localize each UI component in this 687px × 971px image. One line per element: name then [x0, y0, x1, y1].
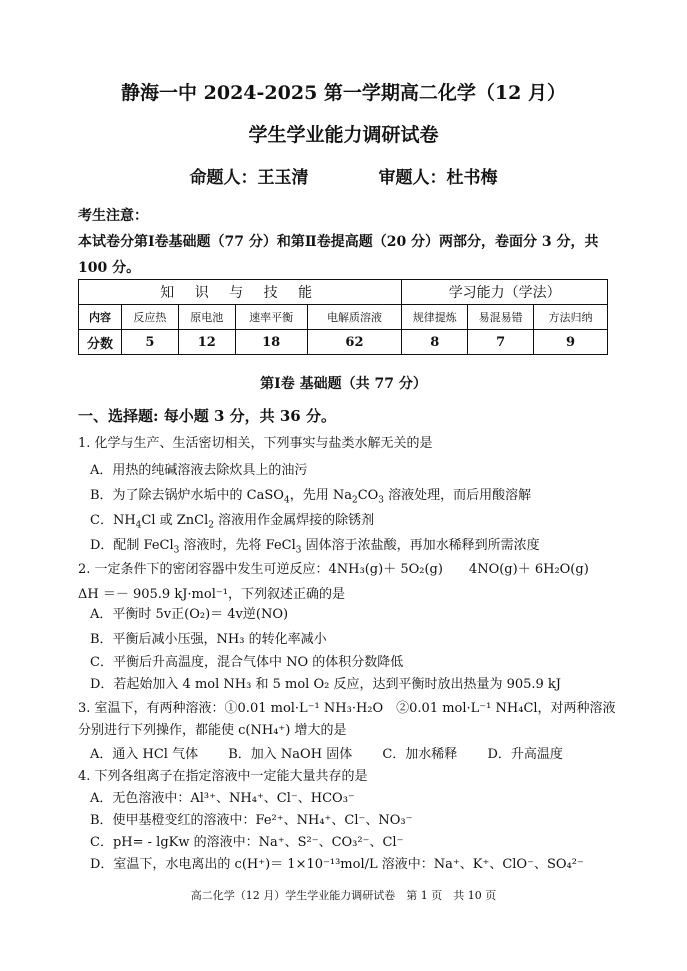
col-name: 电解质溶液: [307, 305, 402, 330]
group-knowledge: 知 识 与 技 能: [79, 280, 402, 305]
q1-d-part: 固体溶于浓盐酸，再加水稀释到所需浓度: [301, 538, 540, 553]
col-name: 方法归纳: [534, 305, 608, 330]
col-score: 8: [402, 330, 468, 355]
col-name: 反应热: [121, 305, 178, 330]
q1-b-part: 溶液处理，而后用酸溶解: [384, 488, 532, 503]
row-label-content: 内容: [79, 305, 122, 330]
q4-option-b: B．使甲基橙变红的溶液中：Fe²⁺、NH₄⁺、Cl⁻、NO₃⁻: [90, 813, 413, 828]
q1-option-a: A．用热的纯碱溶液去除炊具上的油污: [90, 463, 308, 478]
q2-option-d: D．若起始加入 4 mol NH₃ 和 5 mol O₂ 反应，达到平衡时放出热量为 905.9 kJ: [90, 677, 562, 692]
exam-authors: [0, 163, 687, 188]
notice-heading: 考生注意：: [78, 208, 148, 224]
q2-stem: 2. 一定条件下的密闭容器中发生可逆反应：4NH₃(g)＋ 5O₂(g) 4NO(g)＋ 6H₂O(g): [78, 562, 589, 577]
q1-b-part: B．为了除去锅炉水垢中的 CaSO: [90, 488, 284, 503]
q1-c-part: Cl 或 ZnCl: [141, 513, 209, 528]
exam-title: 静海一中 2024-2025 第一学期高二化学（12 月）: [121, 82, 566, 104]
q3-stem: 3. 室温下，有两种溶液：①0.01 mol·L⁻¹ NH₃·H₂O ②0.01 mol·L⁻¹ NH₄Cl，对两种溶液: [78, 701, 616, 716]
q1-c-part: 溶液用作金属焊接的除锈剂: [214, 513, 375, 528]
group-ability: 学习能力（学法）: [402, 280, 608, 305]
q3-option-a: A．通入 HCl 气体: [90, 747, 199, 762]
q1-d-part: 溶液时，先将 FeCl: [179, 538, 296, 553]
q2-option-a: A．平衡时 5v正(O₂)＝ 4v逆(NO): [90, 607, 289, 622]
col-score: 62: [307, 330, 402, 355]
q2-option-c: C．平衡后升高温度，混合气体中 NO 的体积分数降低: [90, 655, 404, 670]
q3-options: [90, 743, 563, 762]
q1-c-part: C．NH: [90, 513, 136, 528]
q1-option-d: D．配制 FeCl$_3$ 溶液时，先将 FeCl$_3$ 固体溶于浓盐酸，再加水稀释到所需浓度: [90, 538, 540, 556]
q3-option-c: C．加水稀释: [382, 747, 458, 762]
part-heading: 一、选择题: 每小题 3 分，共 36 分。: [78, 407, 336, 425]
section-title: 第Ⅰ卷 基础题（共 77 分）: [260, 376, 427, 392]
col-name: 原电池: [178, 305, 235, 330]
q3-option-b: B．加入 NaOH 固体: [228, 747, 353, 762]
col-name: 规律提炼: [402, 305, 468, 330]
page-footer: 高二化学（12 月）学生学业能力调研试卷 第 1 页 共 10 页: [190, 889, 497, 902]
author: 命题人：王玉清: [189, 168, 309, 188]
q4-option-a: A．无色溶液中：Al³⁺、NH₄⁺、Cl⁻、HCO₃⁻: [90, 791, 355, 806]
row-label-score: 分数: [79, 330, 122, 355]
col-score: 5: [121, 330, 178, 355]
q2-enthalpy: ΔH ＝－ 905.9 kJ·mol⁻¹，下列叙述正确的是: [78, 587, 345, 602]
q3-stem-cont: 分别进行下列操作，都能使 c(NH₄⁺) 增大的是: [78, 723, 347, 738]
q1-option-c: C．$NH_4Cl$ 或 ZnCl$_2$ 溶液用作金属焊接的除锈剂: [90, 513, 375, 531]
col-score: 12: [178, 330, 235, 355]
col-name: 速率平衡: [235, 305, 307, 330]
q4-stem: 4. 下列各组离子在指定溶液中一定能大量共存的是: [78, 769, 368, 784]
q4-option-d: D．室温下，水电离出的 c(H⁺)＝ 1×10⁻¹³mol/L 溶液中：Na⁺、K⁺、ClO⁻、SO₄²⁻: [90, 857, 584, 872]
q4-option-c: C．pH= - lgKw 的溶液中：Na⁺、S²⁻、CO₃²⁻、Cl⁻: [90, 835, 404, 850]
q1-option-b: B．为了除去锅炉水垢中的 CaSO$_4$，先用 $Na_2CO_3$ 溶液处理，而后用酸溶解: [90, 488, 532, 506]
col-score: 9: [534, 330, 608, 355]
col-score: 7: [468, 330, 534, 355]
exam-subtitle: 学生学业能力调研试卷: [248, 124, 439, 146]
q1-stem: 1. 化学与生产、生活密切相关，下列事实与盐类水解无关的是: [78, 436, 433, 451]
q2-option-b: B．平衡后减小压强，NH₃ 的转化率减小: [90, 632, 327, 647]
reviewer: 审题人：杜书梅: [378, 168, 498, 188]
score-table: [78, 279, 608, 355]
col-score: 18: [235, 330, 307, 355]
notice-body: 本试卷分第Ⅰ卷基础题（77 分）和第Ⅱ卷提高题（20 分）两部分，卷面分 3 分，共 100 分。: [78, 234, 599, 276]
q1-d-part: D．配制 FeCl: [90, 538, 174, 553]
q3-option-d: D．升高温度: [487, 747, 563, 762]
col-name: 易混易错: [468, 305, 534, 330]
